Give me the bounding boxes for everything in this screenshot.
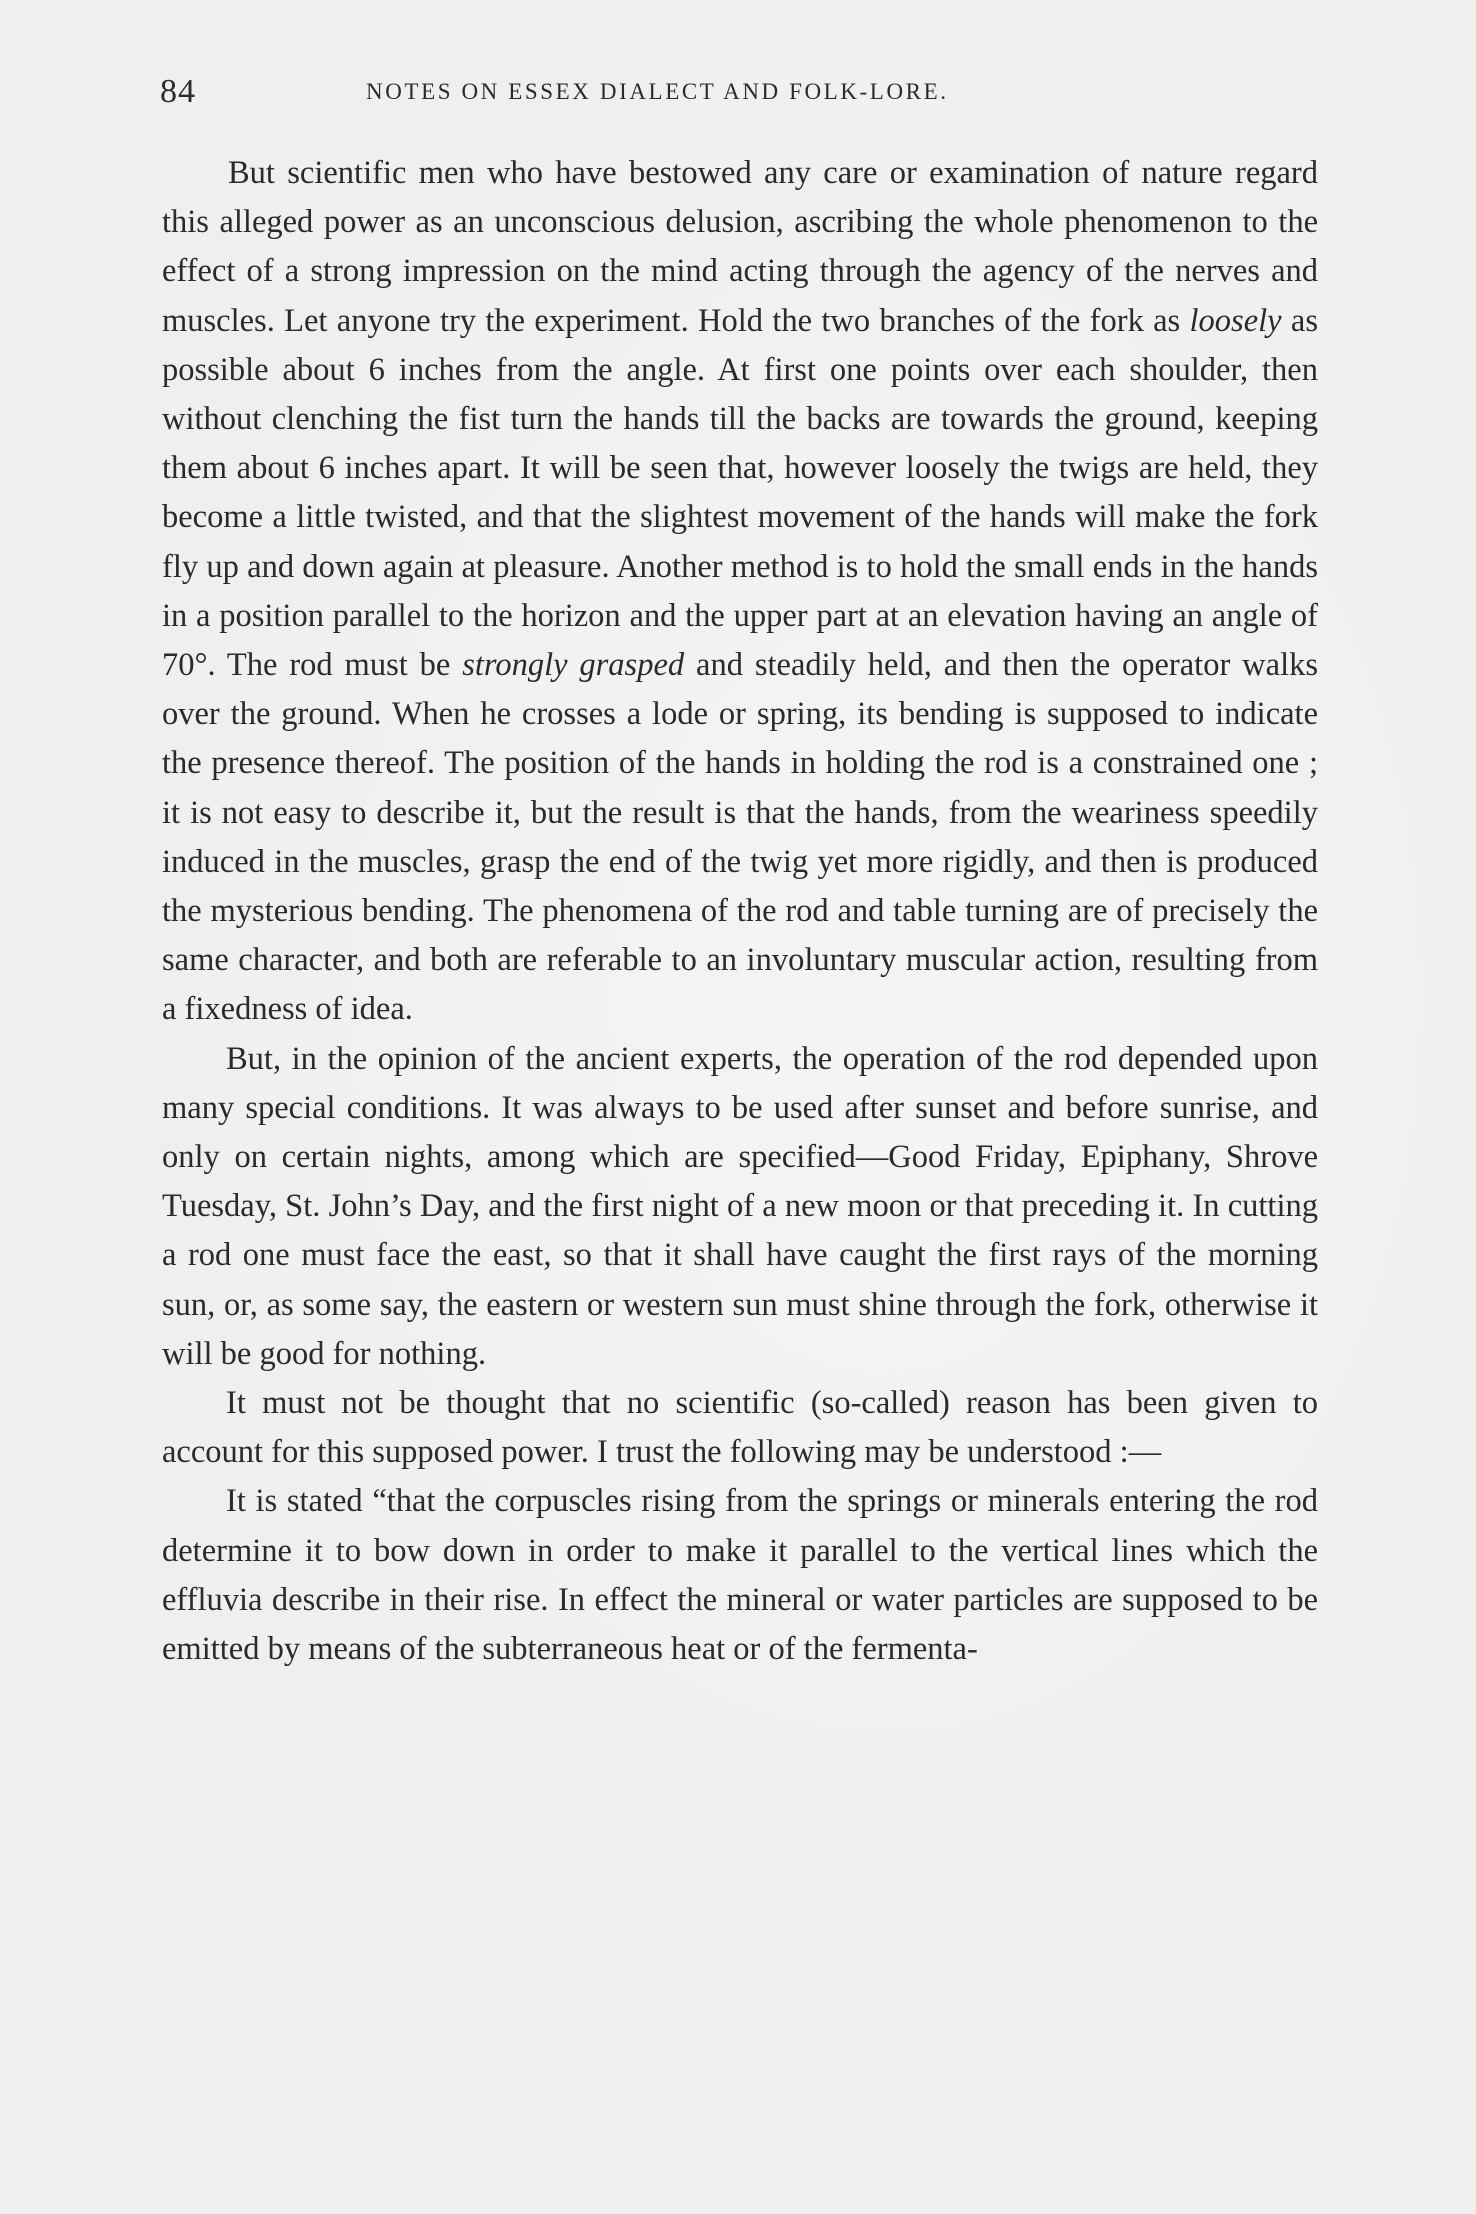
running-head	[160, 70, 1320, 114]
paragraph-ancient-experts: But, in the opinion of the ancient experts, the operation of the rod depended upon many special conditions. It was always to be used after sunset and before sunrise, and only on certain nights, among which are specified—Good Friday, Epiphany, Shrove Tuesday, St. John’s Day, and the first night of a new moon or that preceding it. In cutting a rod one must face the east, so that it shall have caught the first rays of the morning sun, or, as some say, the eastern or western sun must shine through the fork, otherwise it will be good for nothing.	[162, 1040, 1318, 1372]
running-title: NOTES ON ESSEX DIALECT AND FOLK-LORE.	[366, 79, 949, 104]
paragraph-corpuscles: It is stated “that the corpuscles rising from the springs or minerals entering the rod determine it to bow down in order to make it parallel to the vertical lines which the effluvia describe in their rise. In effect the mineral or water particles are supposed to be emitted by means of the subterraneous heat or of the fermenta-	[162, 1483, 1318, 1668]
italic-loosely: loosely	[1189, 302, 1282, 339]
italic-strongly-grasped: strongly grasped	[462, 647, 685, 684]
body-text	[162, 149, 1318, 1674]
text-run: But scientific men who have bestowed any care or examination of nature regard this alleged power as an unconscious delusion, ascribing the whole phenomenon to the effect of a strong impression on the mind acting through the agency of the nerves and muscles. Let anyone try the experiment. Hold the two branches of the fork as	[162, 155, 1318, 339]
text-run: as possible about 6 inches from the angle. At first one points over each shoulder, then without clenching the fist turn the hands till the backs are towards the ground, keeping them about 6 inches apart. It will be seen that, however loosely the twigs are held, they become a little twisted, and that the slightest movement of the hands will make the fork fly up and down again at pleasure. Another method is to hold the small ends in the hands in a position parallel to the horizon and the upper part at an elevation having an angle of 70°. The rod must be	[162, 302, 1318, 684]
text-run: and steadily held, and then the operator walks over the ground. When he crosses a lode or spring, its bending is supposed to indicate the presence thereof. The position of the hands in holding the rod is a constrained one ; it is not easy to describe it, but the result is that the hands, from the weariness speedily induced in the muscles, grasp the end of the twig yet more rigidly, and then is produced the mysterious bending. The phenomena of the rod and table turning are of precisely the same character, and both are referable to an involuntary muscular action, resulting from a fixedness of idea.	[162, 647, 1318, 1028]
paragraph-dowsing-explanation	[162, 149, 1318, 1035]
page-number: 84	[160, 73, 196, 110]
paragraph-scientific-reason: It must not be thought that no scientific (so-called) reason has been given to account for this supposed power. I trust the following may be understood :—	[162, 1385, 1318, 1471]
